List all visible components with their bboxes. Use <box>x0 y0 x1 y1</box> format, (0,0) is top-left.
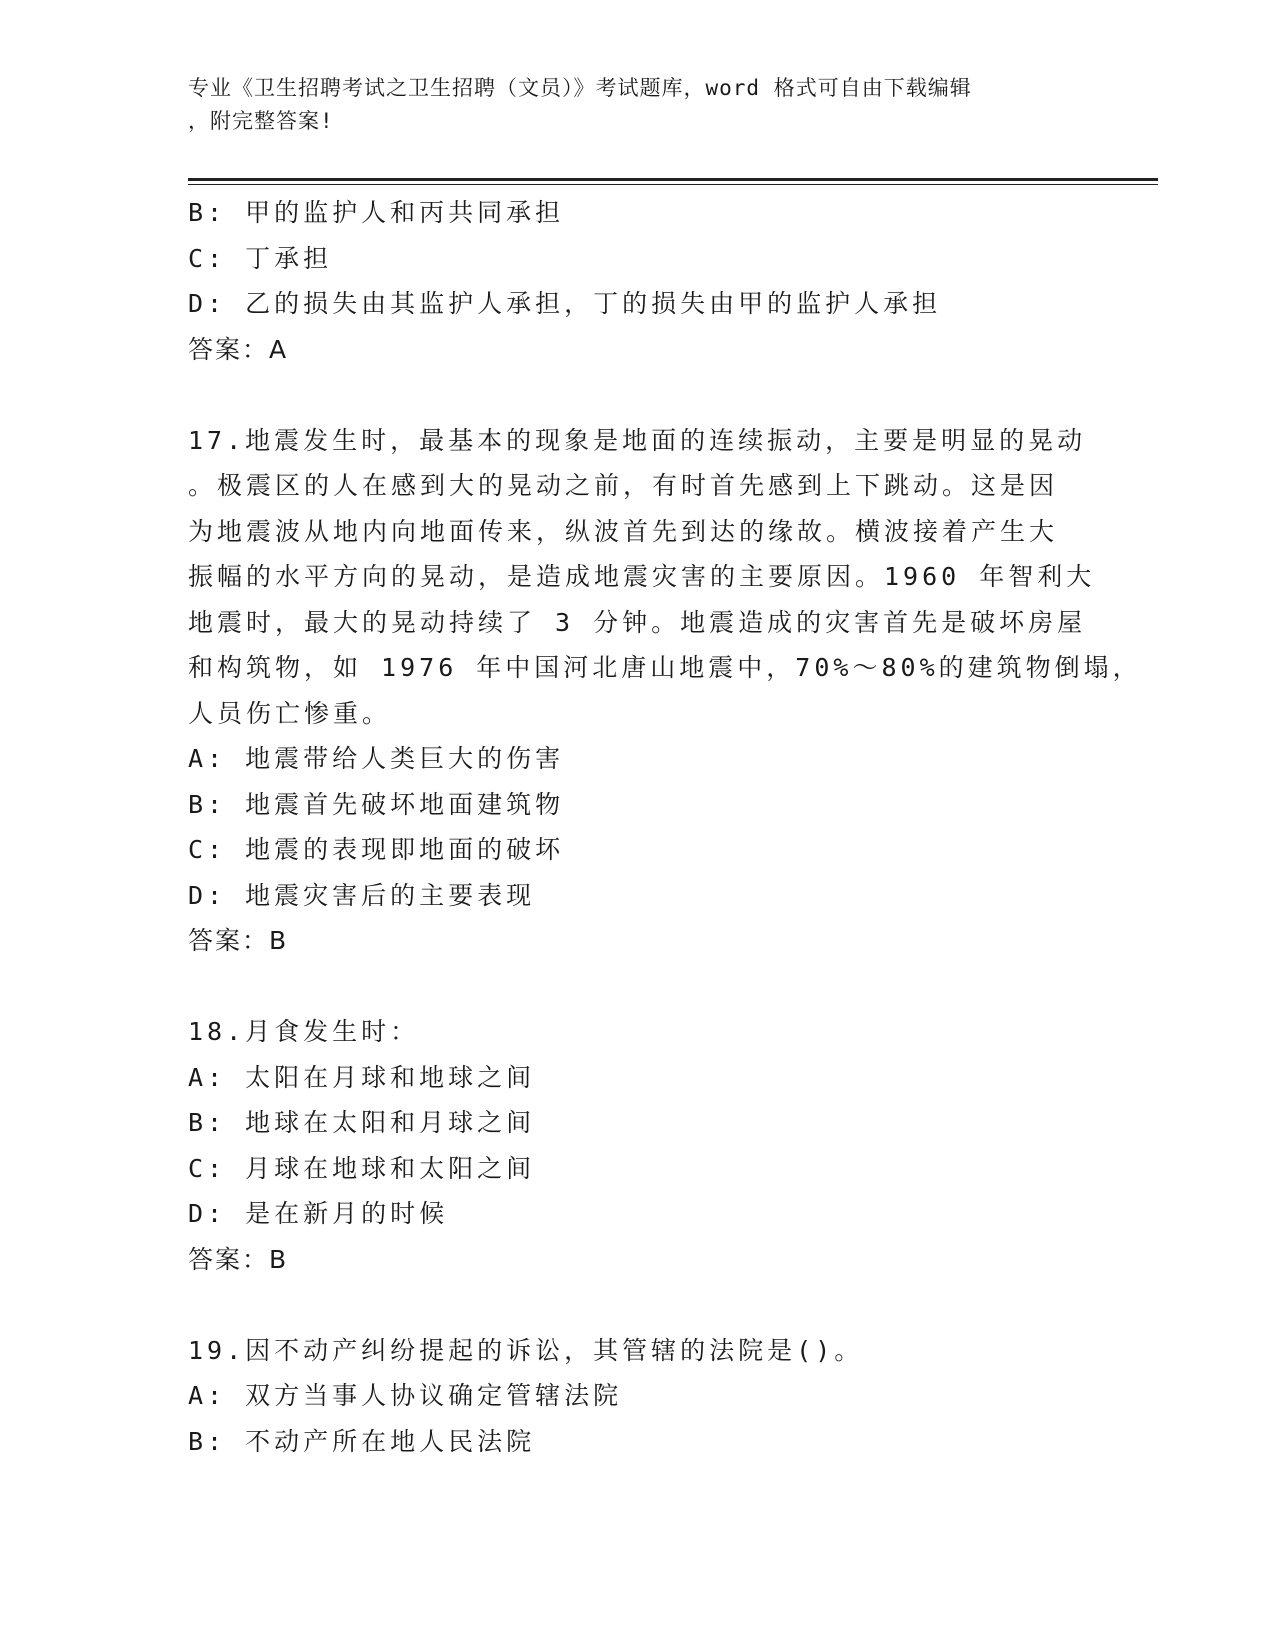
header-line-2: ，附完整答案! <box>188 109 334 133</box>
option-b: B: 不动产所在地人民法院 <box>188 1426 536 1456</box>
answer-line: 答案：A <box>188 334 289 364</box>
question-stem-line: 和构筑物，如 1976 年中国河北唐山地震中，70%～80%的建筑物倒塌， <box>188 653 1142 682</box>
question-stem-line: 19.因不动产纠纷提起的诉讼，其管辖的法院是()。 <box>188 1335 864 1365</box>
question-18 <box>188 1009 1088 1282</box>
option-d: D: 是在新月的时候 <box>188 1199 449 1228</box>
option-a: A: 地震带给人类巨大的伤害 <box>188 744 565 773</box>
answer-line: 答案：B <box>188 1244 289 1274</box>
question-stem-line: 振幅的水平方向的晃动，是造成地震灾害的主要原因。1960 年智利大 <box>188 562 1096 591</box>
question-content <box>188 190 1142 1464</box>
option-a: A: 太阳在月球和地球之间 <box>188 1062 536 1092</box>
question-stem-line: 地震时，最大的晃动持续了 3 分钟。地震造成的灾害首先是破坏房屋 <box>188 607 1087 637</box>
option-c: C: 月球在地球和太阳之间 <box>188 1153 536 1183</box>
header-line-1: 专业《卫生招聘考试之卫生招聘（文员）》考试题库，word 格式可自由下载编辑 <box>188 76 972 100</box>
option-d: D: 乙的损失由其监护人承担，丁的损失由甲的监护人承担 <box>188 289 942 318</box>
option-a: A: 双方当事人协议确定管辖法院 <box>188 1381 623 1410</box>
spacer <box>188 1282 1088 1328</box>
spacer <box>188 372 1088 418</box>
question-stem-line: 17.地震发生时，最基本的现象是地面的连续振动，主要是明显的晃动 <box>188 425 1087 455</box>
option-b: B: 地球在太阳和月球之间 <box>188 1108 536 1137</box>
carryover-question <box>188 190 1088 372</box>
question-19 <box>188 1328 1088 1465</box>
spacer <box>188 964 1088 1010</box>
question-stem-line: 18.月食发生时： <box>188 1017 420 1046</box>
question-17 <box>188 418 1142 964</box>
option-c: C: 丁承担 <box>188 243 333 273</box>
option-d: D: 地震灾害后的主要表现 <box>188 880 536 910</box>
option-c: C: 地震的表现即地面的破坏 <box>188 835 565 864</box>
document-header <box>188 72 1068 138</box>
header-divider-thin <box>188 184 1158 185</box>
option-b: B: 地震首先破坏地面建筑物 <box>188 789 565 819</box>
question-stem-line: 为地震波从地内向地面传来，纵波首先到达的缘故。横波接着产生大 <box>188 516 1059 546</box>
answer-line: 答案：B <box>188 926 289 955</box>
question-stem-line: 人员伤亡惨重。 <box>188 698 392 728</box>
header-divider-thick <box>188 178 1158 181</box>
question-stem-line: 。极震区的人在感到大的晃动之前，有时首先感到上下跳动。这是因 <box>188 471 1059 500</box>
option-b: B: 甲的监护人和丙共同承担 <box>188 198 565 227</box>
